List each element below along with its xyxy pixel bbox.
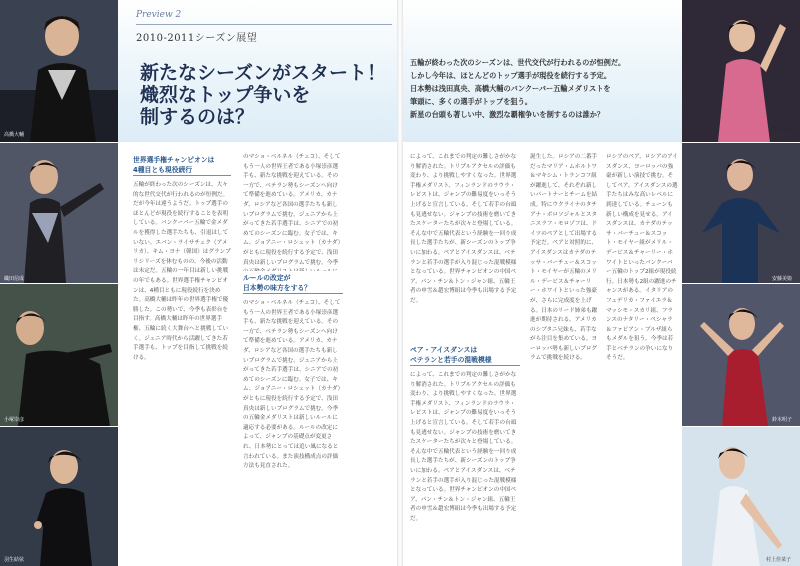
section-heading-line: ペア・アイスダンスは	[410, 346, 478, 354]
headline-line: 制するのは？	[140, 106, 255, 128]
lead-line: 筆頭に、多くの選手がトップを狙う。	[410, 97, 532, 106]
caption-murakami: 村上佳菜子	[766, 557, 792, 563]
body-paragraph-continued: のマショ・ベルネル（チェコ）、そしてもう一人の世界王者である小塚崇彦選手も、新たな挑戦を迎えている。その一方で、ベテラン勢もシーズンへ向けて準備を進めている。アメリカ、カナダ、ロシアなど各国の選手たちも新しいプログラムで挑む。ジュニアから上がってきた若手選手は、シニアでの初めてのシーズンに臨む。女子では、キム、ジョアニー・ロシェット（カナダ）がともに現役を続行する予定で、浅田真央は新しいプログラムで挑む。今季の五輪金メダリストは新しいルールに適応する必要がある。ルールの改定によって、ジャンプの基礎点が変更され、日本勢にとっては追い風になると言われている。また演技構成点の評価方法も見直された。	[243, 300, 341, 470]
skater-figure-icon	[682, 427, 800, 566]
lead-line: 新星の台頭も著しい中、激烈な覇権争いを制するのは誰か？	[410, 110, 605, 119]
photo-asada	[682, 0, 800, 142]
body-column-1	[133, 153, 231, 553]
section-heading	[133, 155, 231, 176]
header-rule	[136, 24, 392, 25]
section-heading	[410, 345, 520, 366]
body-paragraph: によって、これまでの判定の難しさがかなり解消された。トリプルアクセルの評価も変わり、より挑戦しやすくなった。世界選手権メダリスト、フィンランドのラウラ・レピストは、ジャンプの難易度をいっそう上げると宣言している。そして若手の台頭も見逃せない。ジャンプの技術を磨いてきたスケーターたちが次々と登場している。そんな中で五輪代表という経験を一回り成長した選手たちが、新シーズンのトップ争いに加わる。ペアとアイスダンスは、ベテランと若手の選手が入り混じった混戦模様となっている。世界チャンピオンの中国ペア、パン・チン＆トン・ジャン組、五輪王者の申雪＆趙宏博組は今季も出場する予定だ。	[410, 154, 517, 304]
body-paragraph: ロシアのペア、ロシアのアイスダンス、ヨーロッパの強豪が新しい演技で挑む。そしてペア、アイスダンスの選手たちはみな高いレベルに到達している。チェーンも新しい構成を見せる。アイスダンスは、カナダのテッサ・バーチュー＆スコット・モイヤー組がメリル・デービス＆チャーリー・ホワイトといったバンクーバー五輪のトップ2組が現役続行。日本勢も2組の躍進のチャンスがある。イタリアのフェデリカ・ファイエラ＆マッシモ・スカリ組、フランスのナタリー・ペシャラ＆ファビアン・ブルザ組らもメダルを狙う。今季は若手とベテランの争いになりそうだ。	[606, 154, 678, 362]
preview-label: Preview 2	[136, 10, 182, 20]
photo-ando	[682, 143, 800, 283]
body-paragraph: 誕生した。ロシアの二番手だったマリア・ムホルトワ＆マキシム・トランコフ組が躍進して、それぞれ新しいパートナーとチームを結成。特にウクライナのタチアナ・ボロソジャルとスタニスラフ・モロゾフは、ドイツのペアとして出場する予定だ。ペアと対照的に、アイスダンスはカナダのテッサ・バーチュー＆スコット・モイヤーが五輪のメリル・デービス＆チャーリー・ホワイトといった強豪が、さらに完成度を上げる。日本のリード姉弟も躍進が期待される。アメリカのシブタニ兄妹も、若手ながら注目を集めている。ヨーロッパ勢も新しいプログラムで挑戦を続ける。	[530, 154, 598, 362]
caption-hanyu: 羽生結弦	[4, 557, 25, 563]
section-heading-line: 日本勢の味方をする？	[243, 283, 343, 294]
skater-figure-icon	[0, 143, 118, 283]
skater-figure-icon	[0, 427, 118, 566]
body-column-5	[606, 153, 678, 553]
section-heading-line: ベテランと若手の混戦模様	[410, 355, 520, 366]
caption-ando: 安藤美姫	[772, 276, 793, 282]
photo-kozuka	[0, 284, 118, 426]
photo-hanyu	[0, 427, 118, 566]
section-heading-line: ルールの改定が	[243, 274, 291, 282]
lead-line: 日本勢は浅田真央、高橋大輔のバンクーバー五輪メダリストを	[410, 84, 611, 93]
body-paragraph-continued: によって、これまでの判定の難しさがかなり解消された。トリプルアクセルの評価も変わり、より挑戦しやすくなった。世界選手権メダリスト、フィンランドのラウラ・レピストは、ジャンプの難易度をいっそう上げると宣言している。そして若手の台頭も見逃せない。ジャンプの技術を磨いてきたスケーターたちが次々と登場している。そんな中で五輪代表という経験を一回り成長した選手たちが、新シーズンのトップ争いに加わる。ペアとアイスダンスは、ベテランと若手の選手が入り混じった混戦模様となっている。世界チャンピオンの中国ペア、パン・チン＆トン・ジャン組、五輪王者の申雪＆趙宏博組は今季も出場する予定だ。	[410, 372, 517, 522]
photo-takahashi	[0, 0, 118, 142]
body-paragraph: 五輪が終わった次のシーズンは、大々的な世代交代が行われるのが恒例だ。だが今年は違うようだ。トップ選手のほとんどが現役を続行することを表明している。バンクーバー五輪で金メダルを獲得した選手たちも、引退はしていない。エバン・ライサチェク（アメリカ）、キム・ヨナ（韓国）はグランプリシリーズを休むものの、今後の活動は未定だ。五輪の一年目は新しい挑戦の年でもある。世界選手権チャンピオンは、4種目ともに現役続行を決めた。高橋大輔は昨年の世界選手権で優勝した。この勢いで、今季も表彰台を目指す。高橋大輔は昨年の世界選手権、五輪に続く大舞台へと挑戦していく。ジュニア時代から活躍してきた若手選手も、トップを目指して挑戦を続ける。	[133, 182, 231, 361]
skater-figure-icon	[682, 143, 800, 283]
lead-line: 五輪が終わった次のシーズンは、世代交代が行われるのが恒例だ。	[410, 58, 626, 67]
skater-figure-icon	[682, 284, 800, 426]
caption-oda: 織田信成	[4, 276, 25, 282]
photo-suzuki	[682, 284, 800, 426]
caption-takahashi: 高橋大輔	[4, 132, 25, 138]
lead-text	[410, 56, 665, 121]
headline-line: 新たなシーズンがスタート！	[140, 62, 387, 84]
page-subtitle: 2010-2011シーズン展望	[136, 33, 258, 44]
headline	[140, 62, 390, 128]
skater-figure-icon	[0, 0, 118, 142]
section-heading-line: 4種目とも現役続行	[133, 165, 231, 176]
section-heading-line: 世界選手権チャンピオンは	[133, 156, 215, 164]
headline-line: 熾烈なトップ争いを	[140, 84, 311, 106]
body-column-4	[530, 153, 600, 553]
skater-figure-icon	[682, 0, 800, 142]
lead-line: しかし今年は、ほとんどのトップ選手が現役を続行する予定。	[410, 71, 612, 80]
section-heading	[243, 273, 343, 294]
body-column-3	[410, 153, 520, 553]
photo-murakami	[682, 427, 800, 566]
skater-figure-icon	[0, 284, 118, 426]
photo-oda	[0, 143, 118, 283]
caption-asada: 浅田真央	[772, 133, 793, 139]
body-paragraph: のマショ・ベルネル（チェコ）、そしてもう一人の世界王者である小塚崇彦選手も、新たな挑戦を迎えている。その一方で、ベテラン勢もシーズンへ向けて準備を進めている。アメリカ、カナダ、ロシアなど各国の選手たちも新しいプログラムで挑む。ジュニアから上がってきた若手選手は、シニアでの初めてのシーズンに臨む。女子では、キム、ジョアニー・ロシェット（カナダ）がともに現役を続行する予定で、浅田真央は新しいプログラムで挑む。今季	[243, 154, 341, 266]
caption-kozuka: 小塚崇彦	[4, 417, 25, 423]
page-gutter	[397, 0, 403, 566]
caption-suzuki: 鈴木明子	[772, 417, 793, 423]
body-column-2	[243, 153, 343, 553]
